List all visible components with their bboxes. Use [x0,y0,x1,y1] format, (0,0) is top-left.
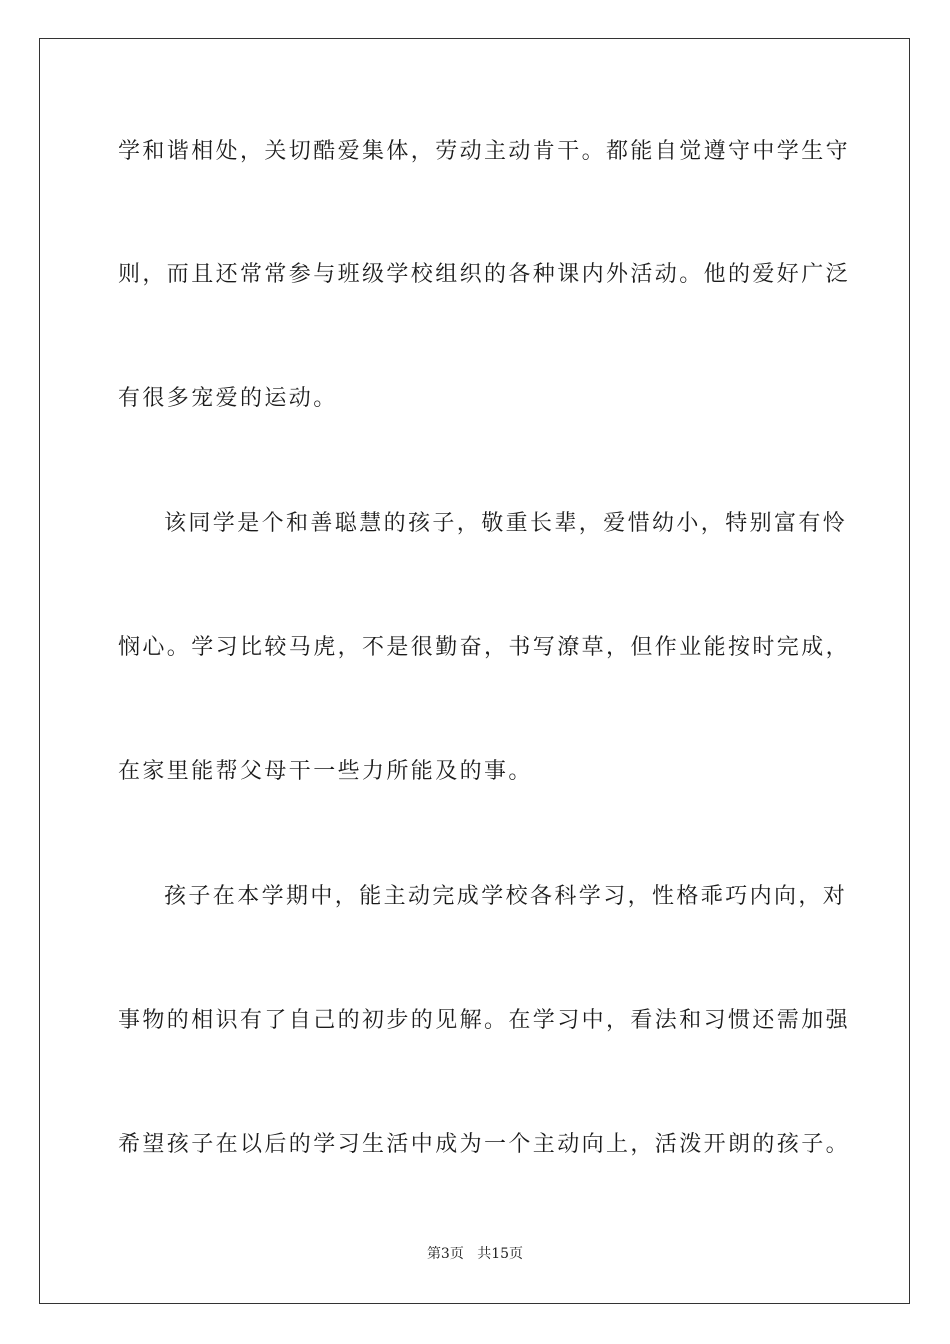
page-number: 第3页 [426,1246,464,1262]
text-line: 希望孩子在以后的学习生活中成为一个主动向上，活泼开朗的孩子。 [118,1132,851,1157]
page-footer [0,1245,950,1263]
text-line: 有很多宠爱的运动。 [118,386,338,411]
text-line: 学和谐相处，关切酷爱集体，劳动主动肯干。都能自觉遵守中学生守 [118,139,851,164]
page-total: 共15页 [477,1246,524,1262]
paragraph-start-line: 孩子在本学期中，能主动完成学校各科学习，性格乖巧内向，对 [164,884,848,909]
text-line: 悯心。学习比较马虎，不是很勤奋，书写潦草，但作业能按时完成， [118,635,851,660]
text-line: 则，而且还常常参与班级学校组织的各种课内外活动。他的爱好广泛 [118,262,851,287]
page-border [39,38,910,1304]
paragraph-start-line: 该同学是个和善聪慧的孩子，敬重长辈，爱惜幼小，特别富有怜 [164,511,848,536]
text-line: 事物的相识有了自己的初步的见解。在学习中，看法和习惯还需加强 [118,1008,851,1033]
text-line: 在家里能帮父母干一些力所能及的事。 [118,759,533,784]
